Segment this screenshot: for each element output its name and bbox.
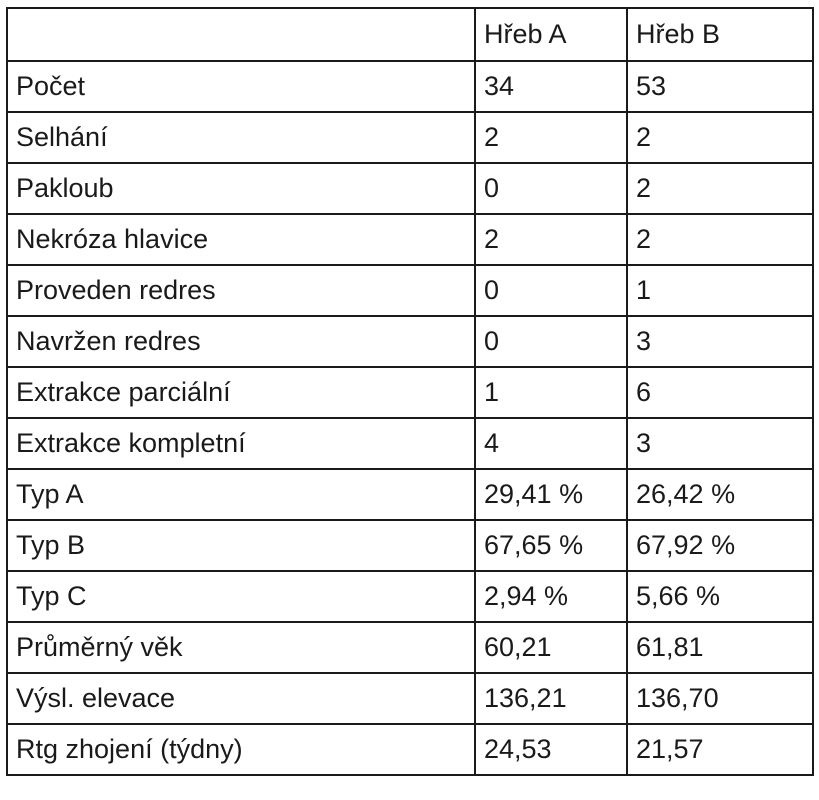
cell-hreb-b: 5,66 % xyxy=(627,571,813,622)
cell-hreb-a: 24,53 xyxy=(475,724,627,775)
table-row xyxy=(7,520,813,571)
table-row xyxy=(7,265,813,316)
table-row xyxy=(7,673,813,724)
row-label: Pakloub xyxy=(7,163,475,214)
row-label: Proveden redres xyxy=(7,265,475,316)
table-row xyxy=(7,571,813,622)
cell-hreb-a: 136,21 xyxy=(475,673,627,724)
table-row xyxy=(7,367,813,418)
row-label: Extrakce parciální xyxy=(7,367,475,418)
table-row xyxy=(7,316,813,367)
cell-hreb-b: 3 xyxy=(627,316,813,367)
cell-hreb-b: 2 xyxy=(627,214,813,265)
cell-hreb-a: 60,21 xyxy=(475,622,627,673)
cell-hreb-b: 67,92 % xyxy=(627,520,813,571)
row-label: Typ C xyxy=(7,571,475,622)
cell-hreb-b: 21,57 xyxy=(627,724,813,775)
cell-hreb-b: 2 xyxy=(627,163,813,214)
table-row xyxy=(7,469,813,520)
cell-hreb-b: 1 xyxy=(627,265,813,316)
comparison-table-container xyxy=(6,7,812,776)
cell-hreb-a: 0 xyxy=(475,265,627,316)
cell-hreb-a: 4 xyxy=(475,418,627,469)
table-row xyxy=(7,724,813,775)
row-label: Selhání xyxy=(7,112,475,163)
cell-hreb-a: 67,65 % xyxy=(475,520,627,571)
cell-hreb-a: 2 xyxy=(475,214,627,265)
cell-hreb-a: 0 xyxy=(475,316,627,367)
header-cell-empty xyxy=(7,8,475,61)
table-row xyxy=(7,622,813,673)
cell-hreb-a: 29,41 % xyxy=(475,469,627,520)
table-row xyxy=(7,418,813,469)
cell-hreb-b: 61,81 xyxy=(627,622,813,673)
row-label: Typ B xyxy=(7,520,475,571)
cell-hreb-b: 3 xyxy=(627,418,813,469)
cell-hreb-a: 2,94 % xyxy=(475,571,627,622)
comparison-table xyxy=(6,7,814,776)
table-row xyxy=(7,163,813,214)
row-label: Průměrný věk xyxy=(7,622,475,673)
cell-hreb-a: 2 xyxy=(475,112,627,163)
row-label: Výsl. elevace xyxy=(7,673,475,724)
header-row xyxy=(7,8,813,61)
cell-hreb-a: 1 xyxy=(475,367,627,418)
table-row xyxy=(7,112,813,163)
row-label: Extrakce kompletní xyxy=(7,418,475,469)
cell-hreb-b: 6 xyxy=(627,367,813,418)
table-row xyxy=(7,61,813,112)
row-label: Typ A xyxy=(7,469,475,520)
header-cell-hreb-a: Hřeb A xyxy=(475,8,627,61)
row-label: Nekróza hlavice xyxy=(7,214,475,265)
cell-hreb-b: 136,70 xyxy=(627,673,813,724)
row-label: Rtg zhojení (týdny) xyxy=(7,724,475,775)
header-cell-hreb-b: Hřeb B xyxy=(627,8,813,61)
cell-hreb-a: 0 xyxy=(475,163,627,214)
cell-hreb-b: 53 xyxy=(627,61,813,112)
row-label: Navržen redres xyxy=(7,316,475,367)
row-label: Počet xyxy=(7,61,475,112)
table-row xyxy=(7,214,813,265)
cell-hreb-b: 26,42 % xyxy=(627,469,813,520)
cell-hreb-b: 2 xyxy=(627,112,813,163)
cell-hreb-a: 34 xyxy=(475,61,627,112)
